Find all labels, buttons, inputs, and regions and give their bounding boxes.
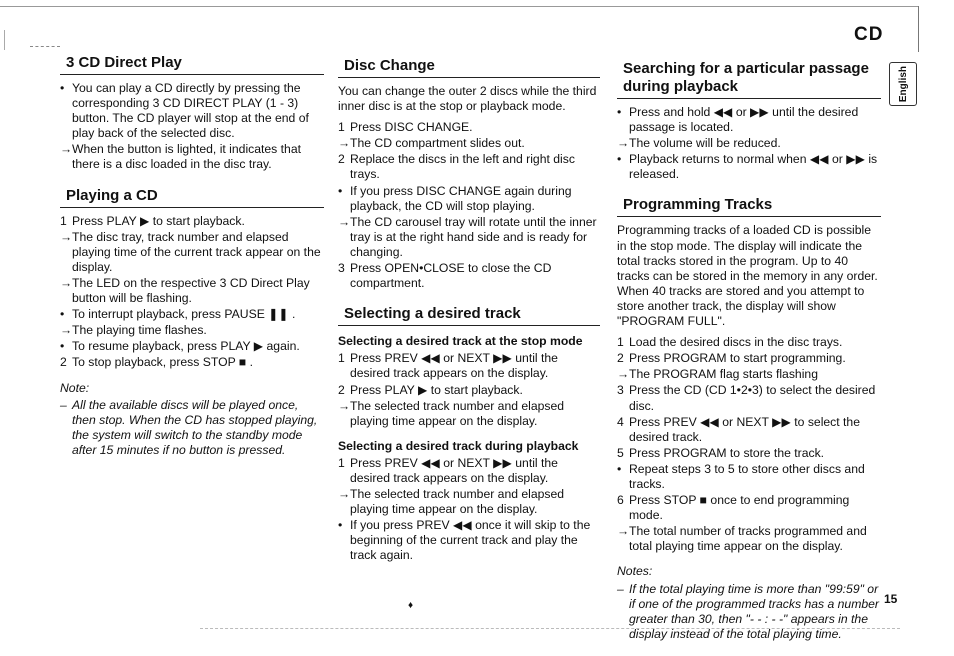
list-item [338, 383, 600, 398]
list-item [60, 142, 324, 172]
list-item [617, 335, 881, 350]
list-marker: 1 [338, 120, 345, 135]
list-marker: 6 [617, 493, 624, 508]
list-item [617, 351, 881, 366]
section [338, 57, 600, 291]
right-rule [918, 6, 919, 52]
section-intro: Programming tracks of a loaded CD is possible in the stop mode. The display will indicate the total tracks stored in the program. Up to 40 tracks can be stored in the memory in any order. When 40 tracks are stored and you attempt to store another track, the display will show "PROGRAM FULL". [617, 223, 878, 329]
list-item [338, 487, 600, 517]
list-item [617, 152, 881, 182]
list-item [60, 323, 324, 338]
list-marker: → [338, 398, 351, 413]
list-text: Press DISC CHANGE. [350, 120, 473, 135]
section-title: 3 CD Direct Play [60, 54, 324, 75]
list-text: The selected track number and elapsed playing time appear on the display. [350, 487, 565, 517]
list-text: Replace the discs in the left and right disc trays. [350, 152, 575, 182]
list-text: You can play a CD directly by pressing the corresponding 3 CD DIRECT PLAY (1 - 3) button. The CD player will stop at the end of play back of the selected disc. [72, 81, 309, 141]
list-item [60, 276, 324, 306]
page-number: 15 [884, 592, 898, 606]
list-marker: • [338, 183, 343, 198]
list-text: The volume will be reduced. [629, 136, 781, 151]
list-marker: • [60, 307, 65, 322]
instruction-list [60, 214, 324, 371]
section [338, 305, 600, 563]
list-text: When the button is lighted, it indicates that there is a disc loaded in the disc tray. [72, 142, 301, 172]
section-title: Disc Change [338, 57, 600, 78]
list-marker: → [338, 136, 351, 151]
list-text: The CD carousel tray will rotate until the inner tray is at the right hand side and is ready for changing. [350, 214, 597, 259]
section-tag: CD [854, 24, 884, 45]
section-title: Programming Tracks [617, 196, 881, 217]
note-body: If the total playing time is more than "99:59" or if one of the programmed tracks has a number greater than 30, then "- - : - -" appears in the display instead of the total playing time. [629, 581, 879, 641]
list-marker: • [617, 152, 622, 167]
list-text: The disc tray, track number and elapsed playing time of the current track appear on the display. [72, 229, 321, 274]
dash-mark [30, 46, 60, 47]
list-item [338, 120, 600, 135]
list-marker: 4 [617, 414, 624, 429]
list-marker: 1 [617, 335, 624, 350]
section-title: Playing a CD [60, 187, 324, 208]
list-text: Press PREV ◀◀ or NEXT ▶▶ until the desired track appears on the display. [350, 455, 558, 485]
list-text: To resume playback, press PLAY ▶ again. [72, 339, 300, 354]
section-intro: You can change the outer 2 discs while the third inner disc is at the stop or playback mode. [338, 84, 597, 114]
list-text: Press PREV ◀◀ or NEXT ▶▶ to select the desired track. [629, 414, 860, 444]
list-marker: • [617, 461, 622, 476]
note-body: All the available discs will be played once, then stop. When the CD has stopped playing, the system will switch to the standby mode after 15 minutes if no button is pressed. [72, 397, 318, 457]
list-item [617, 367, 881, 382]
list-text: Press PROGRAM to store the track. [629, 445, 825, 460]
list-text: The LED on the respective 3 CD Direct Play button will be flashing. [72, 275, 310, 306]
instruction-list [617, 105, 881, 182]
note-title: Note: [60, 380, 90, 395]
top-rule [0, 6, 918, 7]
list-marker: → [60, 142, 73, 157]
list-marker: → [617, 367, 630, 382]
section-title: Searching for a particular passage during playback [617, 60, 881, 99]
list-item [617, 383, 881, 413]
list-text: If you press PREV ◀◀ once it will skip to the beginning of the current track and play the track again. [350, 518, 591, 563]
list-item [617, 136, 881, 151]
subsection-heading: Selecting a desired track at the stop mode [338, 334, 583, 349]
list-text: Press STOP ■ once to end programming mode. [629, 493, 850, 523]
bottom-rule [200, 628, 900, 629]
list-marker: 1 [338, 351, 345, 366]
list-text: Press OPEN•CLOSE to close the CD compartment. [350, 261, 552, 291]
list-text: To interrupt playback, press PAUSE ❚❚ . [72, 307, 296, 322]
note-text [617, 582, 881, 642]
list-marker: → [60, 275, 73, 290]
section [60, 187, 324, 458]
list-marker: 1 [60, 213, 67, 228]
section [617, 60, 881, 182]
list-item [338, 399, 600, 429]
column-3 [617, 60, 881, 656]
note-dash: – [60, 397, 67, 412]
list-marker: 1 [338, 455, 345, 470]
language-tab-label: English [897, 65, 909, 103]
list-marker: → [60, 323, 73, 338]
note-title: Notes: [617, 564, 653, 579]
list-marker: 3 [338, 261, 345, 276]
note-text [60, 398, 324, 458]
list-text: Press PROGRAM to start programming. [629, 351, 846, 366]
page-marker: ♦ [408, 600, 414, 611]
list-text: Press the CD (CD 1•2•3) to select the desired disc. [629, 383, 876, 413]
list-text: To stop playback, press STOP ■ . [72, 355, 254, 370]
list-text: Playback returns to normal when ◀◀ or ▶▶ is released. [629, 152, 878, 182]
list-item [338, 215, 600, 260]
note-dash: – [617, 581, 624, 596]
list-marker: → [60, 229, 73, 244]
list-text: Repeat steps 3 to 5 to store other discs and tracks. [629, 461, 865, 491]
section [617, 196, 881, 641]
list-item [338, 261, 600, 291]
list-item [60, 81, 324, 141]
instruction-list [617, 335, 881, 554]
list-marker: 5 [617, 445, 624, 460]
list-item [617, 493, 881, 523]
list-item [338, 136, 600, 151]
list-text: Load the desired discs in the disc trays. [629, 335, 843, 350]
instruction-list [338, 456, 600, 564]
list-text: Press PLAY ▶ to start playback. [350, 382, 523, 397]
list-marker: • [60, 81, 65, 95]
list-item [60, 355, 324, 370]
list-item [617, 524, 881, 554]
list-item [617, 462, 881, 492]
list-marker: → [617, 524, 630, 539]
column-2 [338, 57, 600, 578]
instruction-list [338, 351, 600, 428]
left-margin-mark [4, 30, 5, 50]
list-marker: 3 [617, 383, 624, 398]
list-marker: → [338, 487, 351, 502]
list-marker: 2 [617, 351, 624, 366]
list-item [338, 152, 600, 182]
list-text: The PROGRAM flag starts flashing [629, 367, 818, 382]
list-item [60, 214, 324, 229]
instruction-list [338, 120, 600, 291]
list-marker: • [60, 339, 65, 354]
column-1 [60, 54, 324, 472]
list-marker: 2 [60, 355, 67, 370]
list-item [617, 415, 881, 445]
list-item [338, 456, 600, 486]
subsection-heading: Selecting a desired track during playback [338, 438, 579, 453]
list-marker: 2 [338, 382, 345, 397]
list-text: Press and hold ◀◀ or ▶▶ until the desired passage is located. [629, 105, 859, 135]
language-tab [889, 62, 917, 106]
list-text: If you press DISC CHANGE again during playback, the CD will stop playing. [350, 183, 572, 213]
section-title: Selecting a desired track [338, 305, 600, 326]
list-text: The selected track number and elapsed playing time appear on the display. [350, 398, 565, 428]
list-item [338, 518, 600, 563]
list-marker: → [617, 136, 630, 151]
list-item [338, 351, 600, 381]
list-text: The total number of tracks programmed and total playing time appear on the display. [629, 524, 867, 554]
list-text: Press PLAY ▶ to start playback. [72, 213, 245, 228]
list-text: Press PREV ◀◀ or NEXT ▶▶ until the desired track appears on the display. [350, 351, 558, 381]
list-marker: • [338, 518, 343, 533]
list-marker: • [617, 105, 622, 119]
list-item [338, 184, 600, 214]
instruction-list [60, 81, 324, 173]
list-item [617, 446, 881, 461]
list-item [60, 230, 324, 275]
list-marker: → [338, 214, 351, 229]
list-text: The playing time flashes. [72, 323, 207, 338]
list-item [60, 339, 324, 354]
list-text: The CD compartment slides out. [350, 136, 525, 151]
section [60, 54, 324, 173]
list-marker: 2 [338, 152, 345, 167]
list-item [617, 105, 881, 135]
list-item [60, 307, 324, 322]
